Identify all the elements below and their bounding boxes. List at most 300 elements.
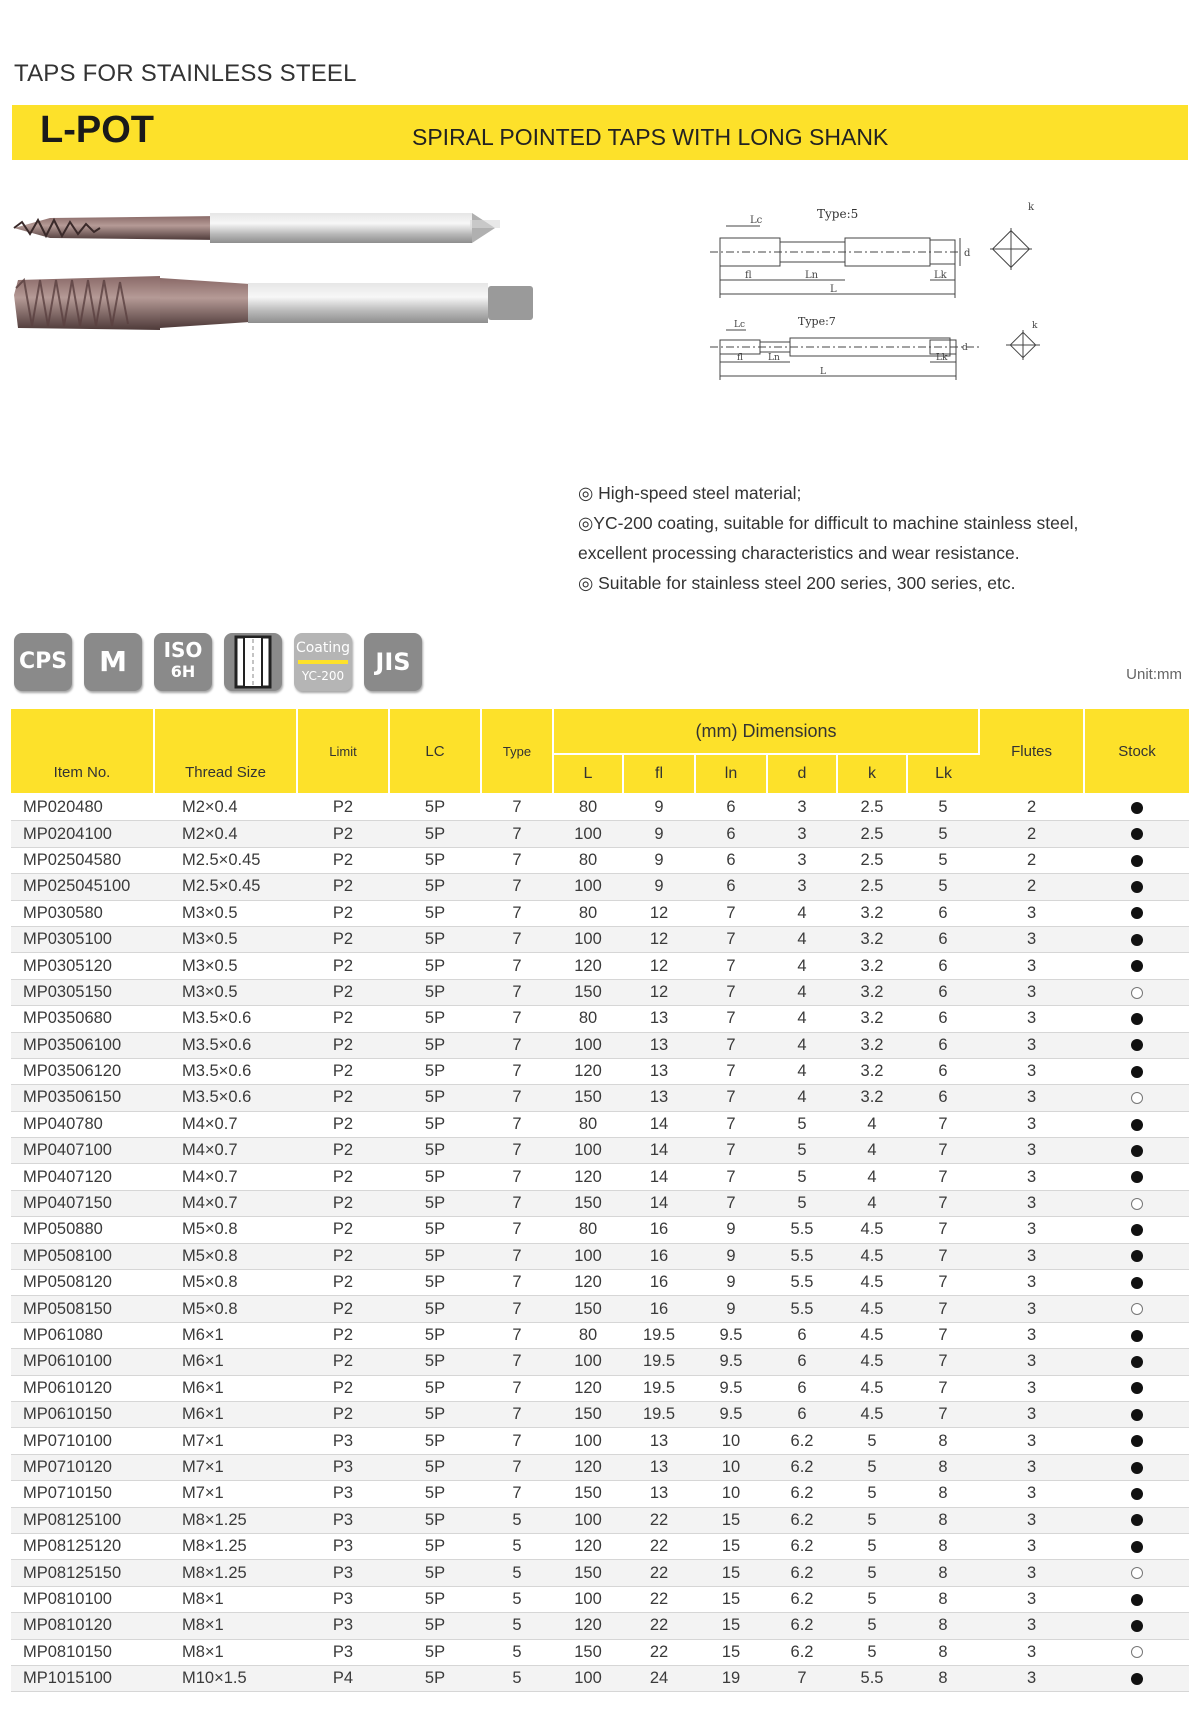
cell-k: 4 [837, 1164, 907, 1190]
cell-limit: P3 [297, 1481, 389, 1507]
cell-item-no: MP0610120 [11, 1375, 154, 1401]
cell-limit: P2 [297, 874, 389, 900]
cell-l: 150 [553, 1481, 623, 1507]
cell-lk: 8 [907, 1454, 979, 1480]
cell-limit: P2 [297, 1322, 389, 1348]
cell-ln: 15 [695, 1560, 767, 1586]
cell-thread-size: M3.5×0.6 [154, 1085, 297, 1111]
table-row [11, 1401, 1189, 1427]
feature-item: excellent processing characteristics and wear resistance. [578, 543, 1020, 563]
in-stock-dot-icon [1131, 855, 1143, 867]
cell-lc: 5P [389, 794, 481, 821]
cell-limit: P2 [297, 1138, 389, 1164]
in-stock-dot-icon [1131, 907, 1143, 919]
cell-d: 6 [767, 1401, 837, 1427]
cell-lk: 6 [907, 1085, 979, 1111]
in-stock-dot-icon [1131, 1488, 1143, 1500]
m-thread-icon: M [84, 633, 142, 691]
cell-item-no: MP0710120 [11, 1454, 154, 1480]
unit-label: Unit:mm [1126, 666, 1182, 683]
cell-ln: 7 [695, 953, 767, 979]
cell-k: 3.2 [837, 1085, 907, 1111]
cell-stock [1084, 1270, 1189, 1296]
cell-l: 120 [553, 1613, 623, 1639]
cell-stock [1084, 1375, 1189, 1401]
cell-item-no: MP0508150 [11, 1296, 154, 1322]
header-type: Type [481, 709, 553, 794]
table-row [11, 1613, 1189, 1639]
cell-lk: 8 [907, 1428, 979, 1454]
cell-item-no: MP0810120 [11, 1613, 154, 1639]
cell-limit: P2 [297, 1006, 389, 1032]
in-stock-dot-icon [1131, 881, 1143, 893]
cell-lc: 5P [389, 1217, 481, 1243]
in-stock-dot-icon [1131, 1171, 1143, 1183]
out-of-stock-circle-icon [1131, 1198, 1143, 1210]
in-stock-dot-icon [1131, 1145, 1143, 1157]
cell-l: 100 [553, 1349, 623, 1375]
cell-limit: P2 [297, 1058, 389, 1084]
cell-fl: 22 [623, 1613, 695, 1639]
cell-fl: 13 [623, 1481, 695, 1507]
cell-l: 150 [553, 1560, 623, 1586]
cell-item-no: MP08125120 [11, 1533, 154, 1559]
cell-l: 100 [553, 1507, 623, 1533]
cell-type: 7 [481, 1138, 553, 1164]
cell-thread-size: M3×0.5 [154, 953, 297, 979]
cell-k: 2.5 [837, 847, 907, 873]
cell-lk: 6 [907, 900, 979, 926]
cell-type: 7 [481, 1349, 553, 1375]
cell-limit: P3 [297, 1428, 389, 1454]
cell-ln: 10 [695, 1454, 767, 1480]
cell-d: 6 [767, 1322, 837, 1348]
cell-d: 4 [767, 1032, 837, 1058]
cell-limit: P2 [297, 900, 389, 926]
cell-k: 5 [837, 1560, 907, 1586]
cell-stock [1084, 1006, 1189, 1032]
cell-thread-size: M3.5×0.6 [154, 1058, 297, 1084]
cell-flutes: 3 [979, 900, 1084, 926]
table-row [11, 1296, 1189, 1322]
cell-thread-size: M6×1 [154, 1322, 297, 1348]
cell-l: 100 [553, 1243, 623, 1269]
cell-d: 3 [767, 794, 837, 821]
table-row [11, 874, 1189, 900]
cell-lk: 6 [907, 1058, 979, 1084]
header-stock: Stock [1084, 709, 1189, 794]
cell-k: 4 [837, 1111, 907, 1137]
in-stock-dot-icon [1131, 1541, 1143, 1553]
table-row [11, 1507, 1189, 1533]
cell-lk: 8 [907, 1507, 979, 1533]
cell-d: 6.2 [767, 1507, 837, 1533]
cell-lk: 7 [907, 1190, 979, 1216]
cell-stock [1084, 1058, 1189, 1084]
cell-item-no: MP020480 [11, 794, 154, 821]
jis-icon: JIS [364, 633, 422, 691]
cell-stock [1084, 874, 1189, 900]
cell-limit: P3 [297, 1586, 389, 1612]
table-row [11, 1586, 1189, 1612]
cell-thread-size: M5×0.8 [154, 1270, 297, 1296]
cell-lk: 7 [907, 1375, 979, 1401]
iso-6h-icon: ISO 6H [154, 633, 212, 691]
cell-ln: 7 [695, 1190, 767, 1216]
cell-type: 7 [481, 1164, 553, 1190]
cell-thread-size: M2×0.4 [154, 794, 297, 821]
cell-k: 4 [837, 1190, 907, 1216]
cell-l: 100 [553, 821, 623, 847]
in-stock-dot-icon [1131, 1673, 1143, 1685]
cell-stock [1084, 1164, 1189, 1190]
type7-drawing [710, 330, 1040, 380]
cell-type: 7 [481, 1085, 553, 1111]
cell-stock [1084, 1560, 1189, 1586]
cell-stock [1084, 1481, 1189, 1507]
cell-thread-size: M2.5×0.45 [154, 874, 297, 900]
cell-flutes: 3 [979, 1428, 1084, 1454]
cell-d: 3 [767, 874, 837, 900]
cell-l: 100 [553, 1665, 623, 1691]
cell-ln: 7 [695, 1006, 767, 1032]
cell-flutes: 3 [979, 1401, 1084, 1427]
cell-thread-size: M8×1.25 [154, 1560, 297, 1586]
header-limit: Limit [297, 709, 389, 794]
tap-product-photos [10, 200, 540, 350]
cell-limit: P2 [297, 979, 389, 1005]
cell-type: 7 [481, 1032, 553, 1058]
header-thread-size: Thread Size [154, 709, 297, 794]
cell-l: 150 [553, 1639, 623, 1665]
cell-type: 5 [481, 1507, 553, 1533]
cell-item-no: MP0407120 [11, 1164, 154, 1190]
cell-type: 7 [481, 979, 553, 1005]
header-l: L [553, 754, 623, 794]
cell-item-no: MP040780 [11, 1111, 154, 1137]
cell-fl: 22 [623, 1586, 695, 1612]
cell-limit: P2 [297, 1349, 389, 1375]
cell-k: 3.2 [837, 979, 907, 1005]
cell-fl: 13 [623, 1085, 695, 1111]
tap-type7-photo [14, 213, 500, 243]
cell-l: 100 [553, 926, 623, 952]
cell-l: 120 [553, 1375, 623, 1401]
header-lc: LC [389, 709, 481, 794]
coating-yc200-icon: Coating YC-200 [294, 633, 352, 691]
table-row [11, 1164, 1189, 1190]
table-row [11, 1111, 1189, 1137]
cell-fl: 24 [623, 1665, 695, 1691]
cell-d: 6.2 [767, 1454, 837, 1480]
cell-d: 6.2 [767, 1560, 837, 1586]
cell-limit: P3 [297, 1613, 389, 1639]
cell-stock [1084, 1190, 1189, 1216]
cell-fl: 16 [623, 1217, 695, 1243]
cell-lk: 7 [907, 1322, 979, 1348]
table-row [11, 1560, 1189, 1586]
cell-lc: 5P [389, 1006, 481, 1032]
cell-item-no: MP1015100 [11, 1665, 154, 1691]
table-row [11, 900, 1189, 926]
table-row [11, 1322, 1189, 1348]
cell-stock [1084, 1533, 1189, 1559]
cell-lk: 6 [907, 953, 979, 979]
cell-flutes: 3 [979, 1058, 1084, 1084]
cell-lc: 5P [389, 1613, 481, 1639]
cell-k: 5 [837, 1428, 907, 1454]
cell-d: 4 [767, 900, 837, 926]
cell-ln: 6 [695, 874, 767, 900]
cell-lk: 5 [907, 821, 979, 847]
cell-type: 7 [481, 1190, 553, 1216]
cell-type: 7 [481, 1006, 553, 1032]
cell-ln: 7 [695, 1138, 767, 1164]
cell-ln: 9 [695, 1243, 767, 1269]
cell-lk: 5 [907, 794, 979, 821]
cell-lk: 7 [907, 1401, 979, 1427]
svg-text:k: k [1028, 202, 1035, 213]
cell-stock [1084, 1296, 1189, 1322]
cell-item-no: MP0508100 [11, 1243, 154, 1269]
cell-d: 5.5 [767, 1270, 837, 1296]
table-row [11, 1243, 1189, 1269]
cell-ln: 9.5 [695, 1401, 767, 1427]
cell-type: 7 [481, 1428, 553, 1454]
cell-type: 7 [481, 1481, 553, 1507]
cell-ln: 7 [695, 1058, 767, 1084]
cell-l: 120 [553, 953, 623, 979]
cell-lk: 7 [907, 1111, 979, 1137]
cell-l: 150 [553, 1085, 623, 1111]
table-row [11, 926, 1189, 952]
in-stock-dot-icon [1131, 1462, 1143, 1474]
cell-k: 4.5 [837, 1401, 907, 1427]
cell-ln: 10 [695, 1428, 767, 1454]
cell-stock [1084, 1085, 1189, 1111]
in-stock-dot-icon [1131, 1013, 1143, 1025]
cell-limit: P2 [297, 1111, 389, 1137]
cell-limit: P3 [297, 1533, 389, 1559]
cps-icon: CPS [14, 633, 72, 691]
cell-thread-size: M3×0.5 [154, 926, 297, 952]
cell-fl: 19.5 [623, 1322, 695, 1348]
cell-d: 3 [767, 847, 837, 873]
cell-d: 6.2 [767, 1639, 837, 1665]
cell-limit: P2 [297, 1032, 389, 1058]
spec-table-body [11, 794, 1189, 1692]
table-row [11, 1270, 1189, 1296]
cell-flutes: 2 [979, 874, 1084, 900]
cell-item-no: MP08125100 [11, 1507, 154, 1533]
cell-l: 80 [553, 1322, 623, 1348]
out-of-stock-circle-icon [1131, 1303, 1143, 1315]
cell-flutes: 3 [979, 1349, 1084, 1375]
cell-fl: 22 [623, 1639, 695, 1665]
cell-lc: 5P [389, 900, 481, 926]
table-row [11, 1481, 1189, 1507]
cell-d: 7 [767, 1665, 837, 1691]
cell-fl: 12 [623, 953, 695, 979]
cell-type: 7 [481, 953, 553, 979]
cell-stock [1084, 979, 1189, 1005]
cell-lc: 5P [389, 1507, 481, 1533]
table-row [11, 1058, 1189, 1084]
cell-thread-size: M2.5×0.45 [154, 847, 297, 873]
cell-item-no: MP0305100 [11, 926, 154, 952]
svg-text:Ln: Ln [805, 270, 819, 281]
cell-lc: 5P [389, 1164, 481, 1190]
cell-type: 7 [481, 1375, 553, 1401]
cell-fl: 13 [623, 1006, 695, 1032]
cell-fl: 9 [623, 847, 695, 873]
cell-limit: P2 [297, 926, 389, 952]
in-stock-dot-icon [1131, 934, 1143, 946]
cell-l: 80 [553, 794, 623, 821]
cell-d: 6 [767, 1349, 837, 1375]
cell-type: 5 [481, 1665, 553, 1691]
cell-fl: 13 [623, 1428, 695, 1454]
cell-lc: 5P [389, 953, 481, 979]
table-row [11, 1085, 1189, 1111]
cell-flutes: 3 [979, 1639, 1084, 1665]
cell-thread-size: M6×1 [154, 1375, 297, 1401]
cell-fl: 9 [623, 794, 695, 821]
cell-type: 7 [481, 1111, 553, 1137]
feature-item: ◎ High-speed steel material; [578, 483, 802, 503]
cell-fl: 14 [623, 1190, 695, 1216]
cell-k: 4 [837, 1138, 907, 1164]
svg-text:d: d [964, 248, 971, 259]
cell-thread-size: M4×0.7 [154, 1164, 297, 1190]
cell-lk: 8 [907, 1639, 979, 1665]
cell-type: 7 [481, 1243, 553, 1269]
cell-stock [1084, 1138, 1189, 1164]
svg-text:L: L [820, 367, 826, 377]
cell-k: 4.5 [837, 1349, 907, 1375]
cell-fl: 13 [623, 1032, 695, 1058]
through-hole-icon [224, 633, 282, 691]
header-dimensions: (mm) Dimensions [553, 709, 979, 754]
cell-k: 3.2 [837, 1032, 907, 1058]
cell-fl: 16 [623, 1243, 695, 1269]
cell-lk: 8 [907, 1613, 979, 1639]
cell-lk: 7 [907, 1349, 979, 1375]
cell-k: 4.5 [837, 1270, 907, 1296]
cell-lk: 7 [907, 1270, 979, 1296]
cell-k: 4.5 [837, 1243, 907, 1269]
svg-text:fl: fl [745, 270, 752, 281]
cell-d: 5.5 [767, 1296, 837, 1322]
cell-d: 6.2 [767, 1481, 837, 1507]
header-ln: ln [695, 754, 767, 794]
cell-limit: P2 [297, 1270, 389, 1296]
cell-lc: 5P [389, 1349, 481, 1375]
cell-item-no: MP0810150 [11, 1639, 154, 1665]
cell-thread-size: M8×1 [154, 1586, 297, 1612]
cell-fl: 9 [623, 821, 695, 847]
cell-l: 150 [553, 1296, 623, 1322]
in-stock-dot-icon [1131, 1356, 1143, 1368]
cell-type: 7 [481, 794, 553, 821]
cell-item-no: MP0810100 [11, 1586, 154, 1612]
in-stock-dot-icon [1131, 1382, 1143, 1394]
cell-k: 5 [837, 1613, 907, 1639]
cell-lk: 7 [907, 1164, 979, 1190]
cell-ln: 9 [695, 1217, 767, 1243]
cell-lc: 5P [389, 1190, 481, 1216]
cell-flutes: 3 [979, 1665, 1084, 1691]
cell-flutes: 3 [979, 1138, 1084, 1164]
cell-item-no: MP030580 [11, 900, 154, 926]
cell-type: 7 [481, 1217, 553, 1243]
table-row [11, 1639, 1189, 1665]
cell-ln: 7 [695, 1032, 767, 1058]
table-row [11, 794, 1189, 821]
cell-limit: P2 [297, 847, 389, 873]
table-row [11, 979, 1189, 1005]
in-stock-dot-icon [1131, 1224, 1143, 1236]
cell-flutes: 3 [979, 1006, 1084, 1032]
cell-lc: 5P [389, 1454, 481, 1480]
cell-d: 6.2 [767, 1533, 837, 1559]
cell-stock [1084, 1401, 1189, 1427]
cell-thread-size: M3.5×0.6 [154, 1006, 297, 1032]
cell-fl: 22 [623, 1560, 695, 1586]
cell-type: 7 [481, 926, 553, 952]
cell-lc: 5P [389, 1296, 481, 1322]
cell-thread-size: M4×0.7 [154, 1111, 297, 1137]
in-stock-dot-icon [1131, 1039, 1143, 1051]
cell-item-no: MP08125150 [11, 1560, 154, 1586]
cell-lc: 5P [389, 874, 481, 900]
cell-item-no: MP0204100 [11, 821, 154, 847]
cell-item-no: MP03506100 [11, 1032, 154, 1058]
cell-flutes: 3 [979, 1560, 1084, 1586]
cell-fl: 14 [623, 1111, 695, 1137]
cell-lc: 5P [389, 1586, 481, 1612]
cell-fl: 12 [623, 900, 695, 926]
cell-d: 5.5 [767, 1243, 837, 1269]
header-k: k [837, 754, 907, 794]
cell-lk: 7 [907, 1217, 979, 1243]
cell-ln: 15 [695, 1639, 767, 1665]
cell-type: 5 [481, 1586, 553, 1612]
cell-lk: 5 [907, 847, 979, 873]
cell-ln: 9.5 [695, 1375, 767, 1401]
table-row [11, 1217, 1189, 1243]
cell-d: 5.5 [767, 1217, 837, 1243]
cell-l: 120 [553, 1270, 623, 1296]
cell-k: 5 [837, 1639, 907, 1665]
cell-limit: P2 [297, 1190, 389, 1216]
cell-item-no: MP0710100 [11, 1428, 154, 1454]
svg-text:Lc: Lc [734, 320, 746, 330]
cell-flutes: 3 [979, 1217, 1084, 1243]
cell-stock [1084, 1111, 1189, 1137]
cell-ln: 7 [695, 1164, 767, 1190]
cell-flutes: 3 [979, 979, 1084, 1005]
cell-lc: 5P [389, 1243, 481, 1269]
cell-type: 5 [481, 1533, 553, 1559]
cell-stock [1084, 1243, 1189, 1269]
cell-l: 100 [553, 874, 623, 900]
svg-text:Lk: Lk [936, 353, 948, 363]
cell-flutes: 3 [979, 1085, 1084, 1111]
cell-fl: 12 [623, 926, 695, 952]
type5-title: Type:5 [817, 207, 859, 221]
cell-k: 5.5 [837, 1665, 907, 1691]
